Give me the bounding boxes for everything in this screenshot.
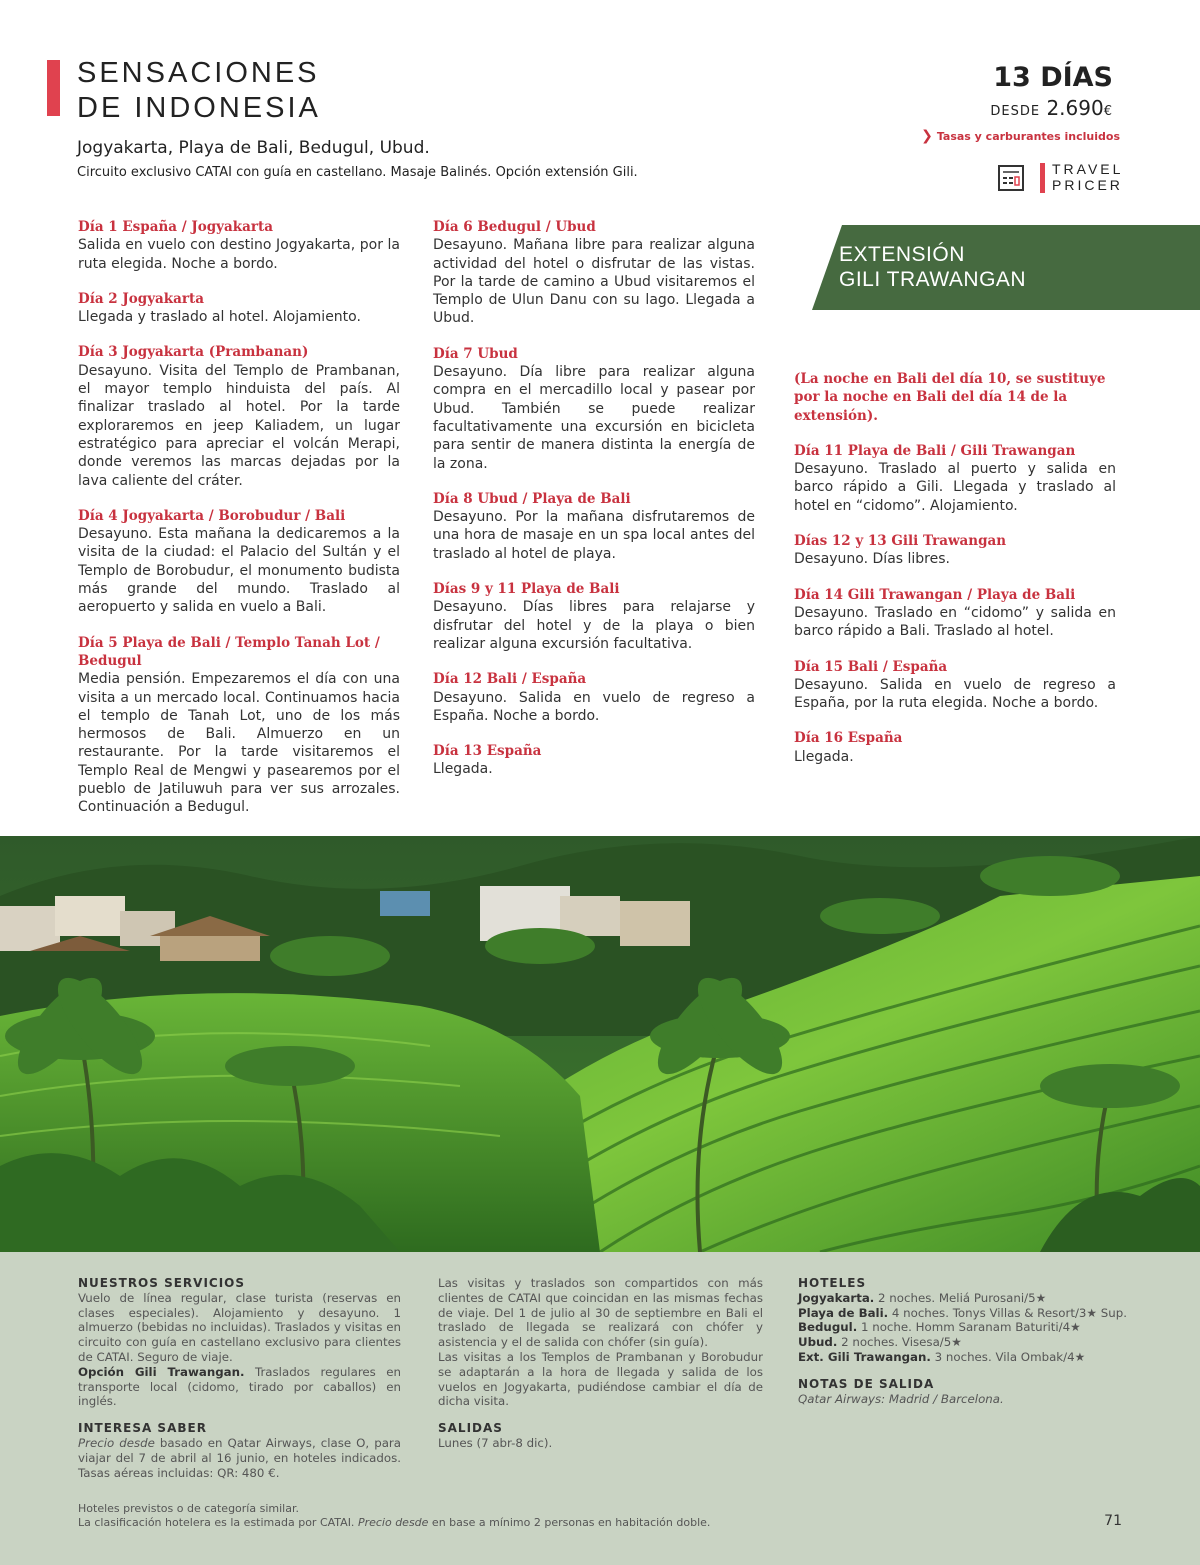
circuit-description: Circuito exclusivo CATAI con guía en castellano. Masaje Balinés. Opción extensión Gili. [77,165,638,180]
day-title: Día 5 Playa de Bali / Templo Tanah Lot / Bedugul [78,634,380,669]
price-value: 2.690 [1046,96,1104,120]
day-title: Día 3 Jogyakarta (Prambanan) [78,344,309,361]
hotel-detail: 2 noches. Visesa/5★ [837,1335,962,1350]
calculator-icon [998,165,1024,191]
day-text: Media pensión. Empezaremos el día con una visita a un mercado local. Continuamos hacia el templo de Tanah Lot, uno de los más hermosos de Bali. Almuerzo en un restaurante. Por la tarde visitaremos el Templo Real de Mengwi y pasearemos por el pueblo de Jatiluwuh para ver sus arrozales. Continuación a Bedugul. [78,671,400,816]
day-text: Desayuno. Visita del Templo de Prambanan, el mayor templo hinduista del país. Al finalizar traslado al hotel. Por la tarde exploraremos en jeep Kaliadem, un lugar estratégico para apreciar el volcán Merapi, donde veremos las marcas dejadas por la lava caliente del cráter. [78,362,400,489]
spacer [78,1409,401,1421]
hoteles-heading: HOTELES [798,1276,867,1290]
hotel-row [798,1291,1128,1306]
day-text: Llegada. [794,748,854,765]
fine-print-line-2 [78,1516,710,1530]
rice-terraces-photo [0,836,1200,1252]
day-text: Desayuno. Mañana libre para realizar alguna actividad del hotel o disfrutar de las vistas. Por la tarde de camino a Ubud visitaremos el Templo de Ulun Danu con su lago. Llegada a Ubud. [433,237,755,327]
day-text: Desayuno. Días libres. [794,551,950,568]
footer-column-3 [798,1276,1128,1406]
interesa-text [78,1436,401,1480]
spacer [438,1409,763,1421]
day-title: Día 8 Ubud / Playa de Bali [433,490,631,507]
day-item [78,634,400,817]
day-item [433,742,755,779]
hotel-detail: 1 noche. Homm Saranam Baturiti/4★ [857,1320,1081,1335]
hotel-place: Playa de Bali. [798,1305,889,1320]
footer-column-2 [438,1276,763,1451]
extension-banner [812,225,1200,310]
precio-desde-label: Precio desde [78,1435,155,1450]
day-item [433,345,755,473]
day-item [794,729,1116,766]
hotel-row [798,1350,1128,1365]
travel-pricer-line-2: PRICER [1052,177,1123,193]
day-text: Llegada. [433,761,493,778]
fine-print-c: en base a mínimo 2 personas en habitación doble. [428,1516,711,1529]
extension-column [794,370,1116,783]
notas-heading: NOTAS DE SALIDA [798,1376,935,1391]
salidas-text: Lunes (7 abr-8 dic). [438,1435,553,1450]
day-text: Llegada y traslado al hotel. Alojamiento. [78,309,361,326]
title-accent-bar [47,60,60,116]
day-text: Salida en vuelo con destino Jogyakarta, por la ruta elegida. Noche a bordo. [78,237,400,272]
day-item [433,218,755,328]
fine-print-line-1: Hoteles previstos o de categoría similar. [78,1502,299,1515]
banner-notch [812,225,842,310]
visitas-text-1: Las visitas y traslados son compartidos con más clientes de CATAI que coincidan en las mismas fechas de viaje. Del 1 de julio al 30 de septiembre en Bali el traslado de llegada se realizará con chófer y asistencia y el de salida con chófer (sin guía). [438,1276,763,1350]
title-line-2: DE INDONESIA [77,92,321,124]
fine-print-a: La clasificación hotelera es la estimada por CATAI. [78,1516,358,1529]
interesa-body: basado en Qatar Airways, clase O, para viajar del 7 de abril al 16 junio, en hoteles indicados. Tasas aéreas incluidas: QR: 480 €. [78,1435,401,1480]
travel-pricer-logo [1052,161,1123,193]
gili-option-text: Traslados regulares en transporte local (cidomo, tirado por caballos) en inglés. [78,1364,401,1409]
chevron-right-icon: ❯ [921,128,933,144]
day-item [794,658,1116,713]
day-text: Desayuno. Traslado en “cidomo” y salida en barco rápido a Bali. Traslado al hotel. [794,604,1116,640]
day-title: Día 14 Gili Trawangan / Playa de Bali [794,586,1076,603]
price-from [990,96,1113,120]
day-item [794,442,1116,515]
hotel-row [798,1335,1128,1350]
gili-option [78,1365,401,1409]
page-title [77,56,321,126]
day-item [794,532,1116,569]
route-subtitle: Jogyakarta, Playa de Bali, Bedugul, Ubud. [77,138,430,158]
extension-note: (La noche en Bali del día 10, se sustituye por la noche en Bali del día 14 de la extensión). [794,371,1106,424]
price-currency: € [1103,104,1113,119]
rice-terraces-illustration [0,836,1200,1252]
day-title: Día 11 Playa de Bali / Gili Trawangan [794,442,1076,459]
day-item [433,580,755,653]
day-title: Día 6 Bedugul / Ubud [433,219,596,235]
day-title: Día 13 España [433,743,542,760]
servicios-text: Vuelo de línea regular, clase turista (reservas en clases especiales). Alojamiento y desayuno. 1 almuerzo (bebidas no incluidas). Traslados y visitas en circuito con guía en castellano exclusivo para clientes de CATAI. Seguro de viaje. [78,1290,401,1364]
travel-pricer-line-1: TRAVEL [1052,161,1124,177]
spacer [798,1365,1128,1377]
day-item [433,670,755,725]
extension-title [839,242,1026,292]
day-title: Días 12 y 13 Gili Trawangan [794,533,1007,550]
travel-pricer-accent [1040,163,1045,193]
day-title: Día 7 Ubud [433,345,518,362]
day-text: Desayuno. Esta mañana la dedicaremos a la visita de la ciudad: el Palacio del Sultán y el Templo de Borobudur, el monumento budista más grande del mundo. Traslado al aeropuerto y salida en vuelo a Bali. [78,526,400,616]
hotel-place: Jogyakarta. [798,1290,875,1305]
day-item [794,586,1116,641]
day-item [78,343,400,489]
day-title: Día 12 Bali / España [433,671,587,688]
day-text: Desayuno. Días libres para relajarse y disfrutar del hotel y de la playa o bien realizar alguna excursión facultativa. [433,599,755,652]
itinerary-column-1 [78,218,400,834]
gili-option-label: Opción Gili Trawangan. [78,1364,245,1379]
day-item [78,218,400,273]
salidas-heading: SALIDAS [438,1421,503,1436]
desde-label: DESDE [990,104,1041,119]
visitas-text-2: Las visitas a los Templos de Prambanan y Borobudur se adaptarán a la hora de llegada y salida de los vuelos en Jogyakarta, pudiéndose cambiar el día de dicha visita. [438,1349,763,1409]
day-title: Días 9 y 11 Playa de Bali [433,581,620,598]
day-title: Día 16 España [794,730,903,747]
day-title: Día 1 España / Jogyakarta [78,219,273,235]
fine-print [78,1502,710,1530]
taxes-note [921,128,1120,144]
footer-column-1 [78,1276,401,1480]
day-text: Desayuno. Salida en vuelo de regreso a España. Noche a bordo. [433,689,755,724]
servicios-heading: NUESTROS SERVICIOS [78,1276,246,1290]
hotel-place: Ext. Gili Trawangan. [798,1349,931,1364]
fine-print-b: Precio desde [357,1516,429,1529]
day-text: Desayuno. Traslado al puerto y salida en barco rápido a Gili. Llegada y traslado al hotel en “cidomo”. Alojamiento. [794,461,1116,514]
day-item [433,490,755,563]
day-text: Desayuno. Salida en vuelo de regreso a España, por la ruta elegida. Noche a bordo. [794,676,1116,712]
taxes-note-text: Tasas y carburantes incluidos [936,130,1120,143]
hotel-place: Ubud. [798,1335,838,1350]
hotel-detail: 4 noches. Tonys Villas & Resort/3★ Sup. [888,1305,1127,1320]
day-title: Día 2 Jogyakarta [78,290,204,307]
hotel-place: Bedugul. [798,1320,858,1335]
itinerary-column-2 [433,218,755,796]
day-text: Desayuno. Por la mañana disfrutaremos de una hora de masaje en un spa local antes del traslado al hotel de playa. [433,509,755,562]
extension-title-line-2: GILI TRAWANGAN [839,268,1027,291]
title-line-1: SENSACIONES [77,57,320,89]
day-item [78,290,400,327]
hotel-detail: 2 noches. Meliá Purosani/5★ [874,1290,1047,1305]
page-number: 71 [1104,1513,1122,1529]
hotel-row [798,1306,1128,1321]
day-title: Día 15 Bali / España [794,658,948,675]
day-title: Día 4 Jogyakarta / Borobudur / Bali [78,507,346,524]
hotel-row [798,1320,1128,1335]
notas-text: Qatar Airways: Madrid / Barcelona. [798,1391,1004,1406]
day-item [78,507,400,617]
day-text: Desayuno. Día libre para realizar alguna compra en el mercadillo local y pasear por Ubud. También se puede realizar facultativamente una excursión en bicicleta para sentir de manera distinta la energía de la zona. [433,364,755,472]
hotel-detail: 3 noches. Vila Ombak/4★ [930,1349,1086,1364]
duration-days: 13 DÍAS [993,62,1113,93]
interesa-heading: INTERESA SABER [78,1421,207,1436]
extension-title-line-1: EXTENSIÓN [839,243,965,266]
